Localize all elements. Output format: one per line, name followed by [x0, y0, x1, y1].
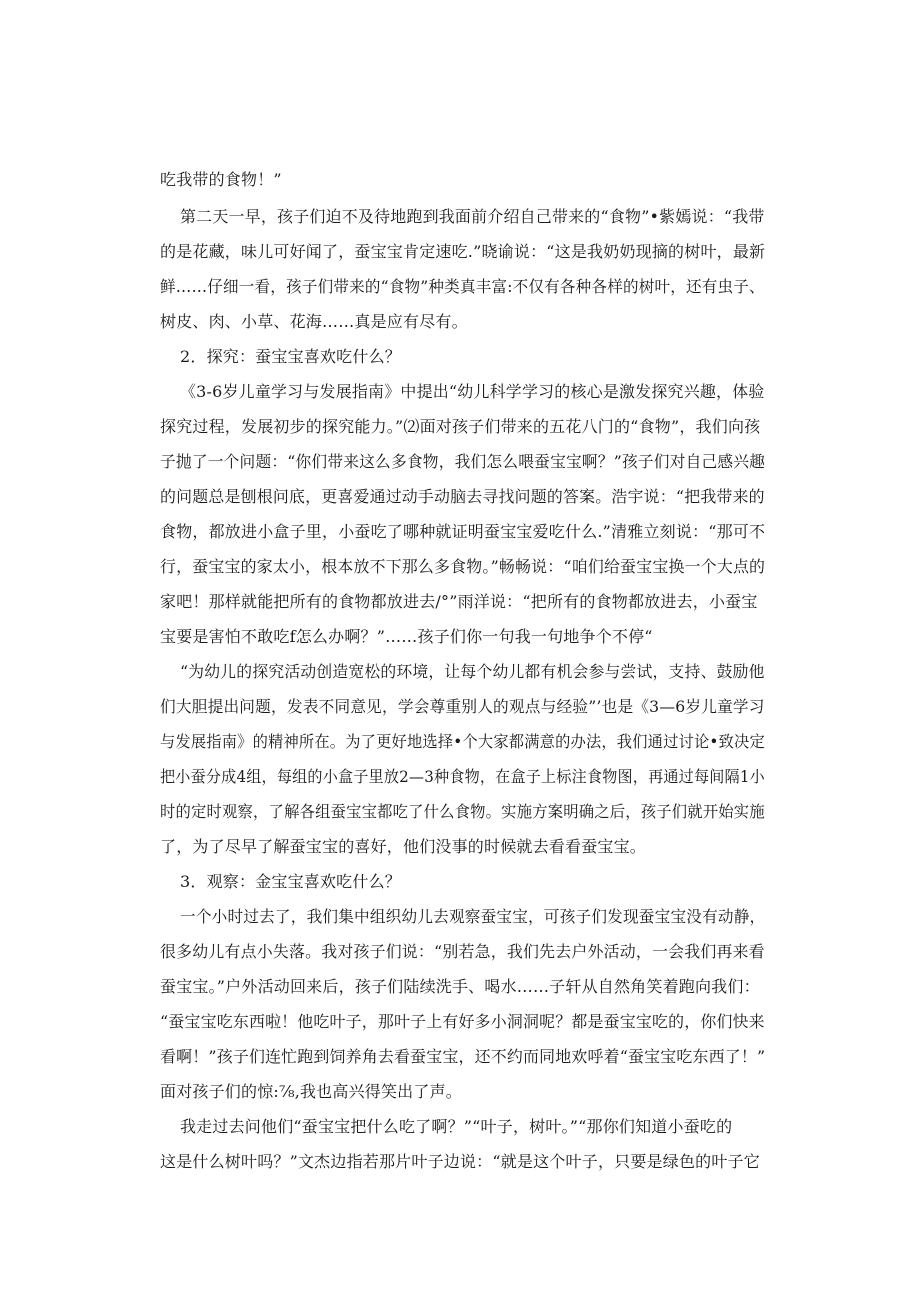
text-line: 探究过程，发展初步的探究能力。”⑵面对孩子们带来的五花八门的“食物”，我们向孩: [160, 417, 761, 436]
text-line: 的问题总是刨根问底，更喜爱通过动手动脑去寻找问题的答案。浩宇说：“把我带来的: [160, 487, 765, 506]
text-line: 的是花藏，味儿可好闻了，蚕宝宝肯定速吃.”晓谕说：“这是我奶奶现摘的树叶，最新: [160, 242, 766, 261]
text-line: 子抛了一个问题：“你们带来这么多食物，我们怎么喂蚕宝宝啊？”孩子们对自己感兴趣: [160, 452, 766, 471]
text-line: 树皮、肉、小草、花海……真是应有尽有。: [160, 312, 468, 331]
text-line: 行，蚕宝宝的家太小，根本放不下那么多食物。”畅畅说：“咱们给蚕宝宝换一个大点的: [160, 557, 766, 576]
text-line: 时的定时观察，了解各组蚕宝宝都吃了什么食物。实施方案明确之后，孩子们就开始实施: [160, 802, 765, 821]
text-line: “蚕宝宝吃东西啦！他吃叶子，那叶子上有好多小洞洞呢？都是蚕宝宝吃的，你们快来: [160, 1012, 765, 1031]
text-line: 看啊！”孩子们连忙跑到饲养角去看蚕宝宝，还不约而同地欢呼着“蚕宝宝吃东西了！”: [160, 1047, 766, 1066]
text-line: 与发展指南》的精神所在。为了更好地选择•个大家都满意的办法，我们通过讨论•致决定: [160, 732, 765, 751]
section-heading: 2．探究：蚕宝宝喜欢吃什么？: [180, 347, 401, 366]
text-line: 吃我带的食物！”: [160, 170, 282, 189]
text-line: 《3-6岁儿童学习与发展指南》中提出“幼儿科学学习的核心是激发探究兴趣，体验: [180, 382, 765, 401]
text-line: 把小蚕分成4组，每组的小盒子里放2—3种食物，在盒子上标注食物图，再通过每间隔1小: [160, 767, 765, 786]
text-line: 们大胆提出问题，发表不同意见，学会尊重别人的观点与经验”’也是《3—6岁儿童学习: [160, 697, 765, 716]
text-line: 这是什么树叶吗？”文杰边指若那片叶子边说：“就是这个叶子，只要是绿色的叶子它: [160, 1152, 760, 1171]
text-line: 家吧！那样就能把所有的食物都放进去/°”雨洋说：“把所有的食物都放进去，小蚕宝: [160, 592, 758, 611]
text-line: 了，为了尽早了解蚕宝宝的喜好，他们没事的时候就去看看蚕宝宝。: [160, 837, 647, 856]
text-line: 一个小时过去了，我们集中组织幼儿去观察蚕宝宝，可孩子们发现蚕宝宝没有动静，: [180, 907, 766, 926]
text-line: 食物，都放进小盒子里，小蚕吃了哪种就证明蚕宝宝爱吃什么.”清雅立刻说：“那可不: [160, 522, 766, 541]
text-line: “为幼儿的探究活动创造宽松的环境，让每个幼儿都有机会参与尝试，支持、鼓励他: [180, 662, 765, 681]
text-line: 第二天一早，孩子们迫不及待地跑到我面前介绍自己带来的“食物”•紫嫣说：“我带: [180, 207, 765, 226]
text-line: 宝要是害怕不敢吃f怎么办啊？”……孩子们你一句我一句地争个不停“: [160, 627, 653, 646]
text-line: 面对孩子们的惊:⅞,我也高兴得笑出了声。: [160, 1082, 462, 1101]
text-line: 我走过去问他们“蚕宝宝把什么吃了啊？”“叶子，树叶。”“那你们知道小蚕吃的: [180, 1117, 733, 1136]
text-line: 很多幼儿有点小失落。我对孩子们说：“别若急，我们先去户外活动，一会我们再来看: [160, 942, 765, 961]
section-heading: 3．观察：金宝宝喜欢吃什么？: [180, 872, 401, 891]
text-line: 蚕宝宝。”户外活动回来后，孩子们陆续洗手、喝水……子轩从自然角笑着跑向我们：: [160, 977, 760, 996]
text-line: 鲜……仔细一看，孩子们带来的“食物”种类真丰富:不仅有各种各样的树叶，还有虫子、: [160, 277, 765, 296]
